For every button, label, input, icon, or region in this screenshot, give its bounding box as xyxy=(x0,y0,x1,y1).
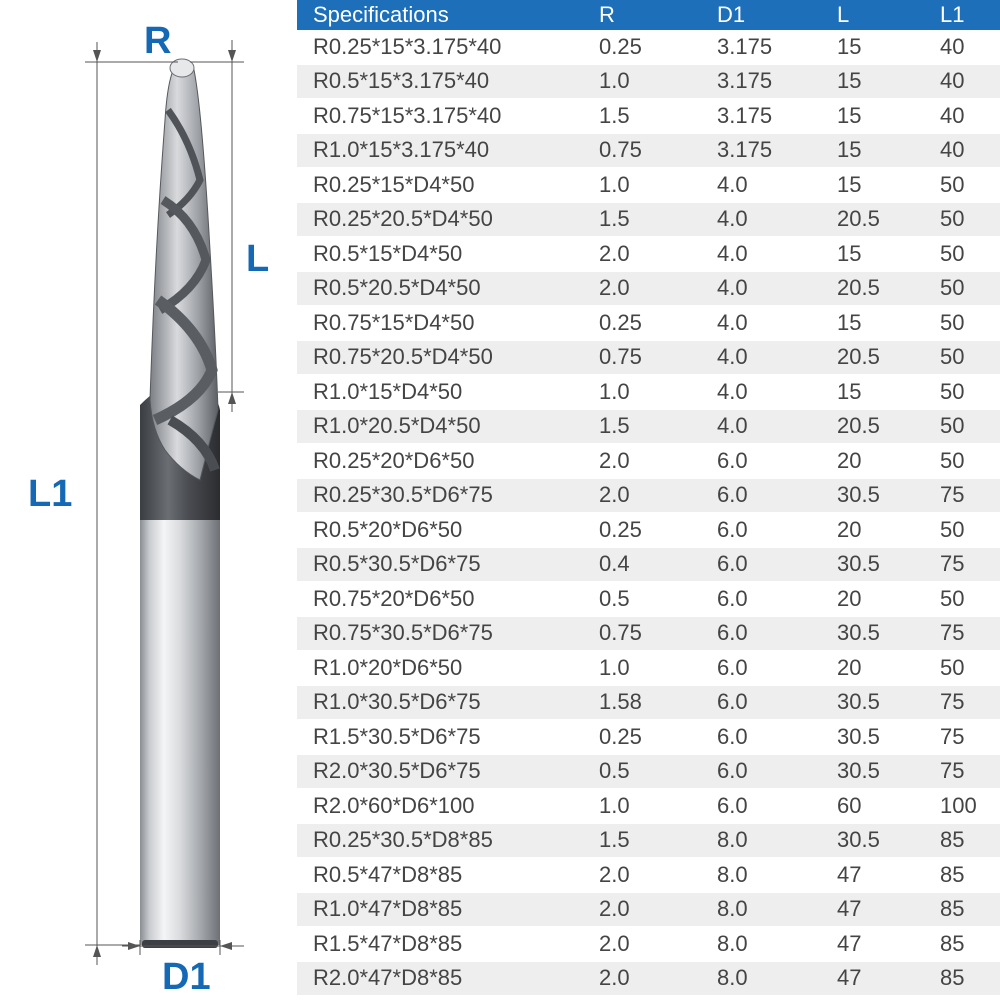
d1-cell: 8.0 xyxy=(701,927,821,962)
d1-cell: 4.0 xyxy=(701,202,821,237)
spec-cell: R1.0*47*D8*85 xyxy=(297,892,583,927)
l1-cell: 50 xyxy=(924,513,1000,548)
header-l: L xyxy=(821,0,924,30)
shank-diameter-label: D1 xyxy=(162,956,211,998)
r-cell: 1.58 xyxy=(583,685,701,720)
spec-cell: R0.5*30.5*D6*75 xyxy=(297,547,583,582)
l-cell: 20 xyxy=(821,513,924,548)
spec-cell: R0.25*20*D6*50 xyxy=(297,444,583,479)
spec-cell: R1.5*30.5*D6*75 xyxy=(297,720,583,755)
l1-cell: 75 xyxy=(924,720,1000,755)
r-cell: 0.25 xyxy=(583,513,701,548)
header-r: R xyxy=(583,0,701,30)
d1-cell: 6.0 xyxy=(701,754,821,789)
table-header-row xyxy=(297,0,1000,30)
table-row xyxy=(297,133,1000,168)
l-cell: 30.5 xyxy=(821,478,924,513)
d1-cell: 4.0 xyxy=(701,375,821,410)
l-cell: 15 xyxy=(821,133,924,168)
d1-cell: 6.0 xyxy=(701,547,821,582)
l1-cell: 50 xyxy=(924,651,1000,686)
spec-cell: R0.5*15*3.175*40 xyxy=(297,64,583,99)
l1-cell: 40 xyxy=(924,64,1000,99)
l1-cell: 40 xyxy=(924,133,1000,168)
d1-cell: 8.0 xyxy=(701,858,821,893)
d1-cell: 4.0 xyxy=(701,271,821,306)
r-cell: 0.5 xyxy=(583,754,701,789)
d1-cell: 6.0 xyxy=(701,685,821,720)
l-cell: 20.5 xyxy=(821,271,924,306)
spec-cell: R0.25*30.5*D6*75 xyxy=(297,478,583,513)
l-cell: 15 xyxy=(821,64,924,99)
table-body xyxy=(297,30,1000,996)
d1-cell: 6.0 xyxy=(701,616,821,651)
d1-cell: 3.175 xyxy=(701,99,821,134)
r-cell: 0.4 xyxy=(583,547,701,582)
spec-cell: R0.5*47*D8*85 xyxy=(297,858,583,893)
d1-cell: 4.0 xyxy=(701,237,821,272)
l1-bottom-arrow xyxy=(93,945,101,957)
table-row xyxy=(297,754,1000,789)
l1-cell: 50 xyxy=(924,409,1000,444)
l1-cell: 50 xyxy=(924,340,1000,375)
r-cell: 1.0 xyxy=(583,168,701,203)
r-cell: 2.0 xyxy=(583,892,701,927)
l-cell: 47 xyxy=(821,961,924,996)
spec-cell: R0.75*20.5*D4*50 xyxy=(297,340,583,375)
l1-cell: 75 xyxy=(924,547,1000,582)
spec-cell: R0.5*20.5*D4*50 xyxy=(297,271,583,306)
l1-cell: 100 xyxy=(924,789,1000,824)
table-row xyxy=(297,823,1000,858)
l-cell: 30.5 xyxy=(821,754,924,789)
l1-cell: 50 xyxy=(924,306,1000,341)
l-cell: 30.5 xyxy=(821,616,924,651)
d1-cell: 6.0 xyxy=(701,789,821,824)
d1-cell: 8.0 xyxy=(701,892,821,927)
d1-cell: 4.0 xyxy=(701,306,821,341)
d1-cell: 4.0 xyxy=(701,409,821,444)
r-cell: 0.25 xyxy=(583,306,701,341)
r-cell: 1.0 xyxy=(583,789,701,824)
flute-length-label: L xyxy=(246,238,270,280)
l-top-arrow xyxy=(228,50,236,62)
spec-cell: R0.25*15*D4*50 xyxy=(297,168,583,203)
l1-cell: 85 xyxy=(924,858,1000,893)
l-cell: 30.5 xyxy=(821,720,924,755)
table-row xyxy=(297,340,1000,375)
spec-cell: R0.75*20*D6*50 xyxy=(297,582,583,617)
spec-cell: R1.0*15*D4*50 xyxy=(297,375,583,410)
specifications-table xyxy=(297,0,1000,996)
spec-cell: R2.0*60*D6*100 xyxy=(297,789,583,824)
table-row xyxy=(297,375,1000,410)
l-cell: 47 xyxy=(821,892,924,927)
d1-cell: 6.0 xyxy=(701,444,821,479)
spec-cell: R0.5*20*D6*50 xyxy=(297,513,583,548)
d1-cell: 4.0 xyxy=(701,168,821,203)
table-row xyxy=(297,202,1000,237)
l1-cell: 50 xyxy=(924,582,1000,617)
spec-cell: R1.0*20.5*D4*50 xyxy=(297,409,583,444)
r-cell: 1.5 xyxy=(583,202,701,237)
r-cell: 2.0 xyxy=(583,961,701,996)
table-row xyxy=(297,237,1000,272)
l1-cell: 50 xyxy=(924,444,1000,479)
l1-cell: 50 xyxy=(924,375,1000,410)
spec-cell: R1.0*20*D6*50 xyxy=(297,651,583,686)
l-cell: 30.5 xyxy=(821,547,924,582)
table-row xyxy=(297,720,1000,755)
spec-cell: R0.75*15*D4*50 xyxy=(297,306,583,341)
r-cell: 1.5 xyxy=(583,823,701,858)
r-cell: 2.0 xyxy=(583,858,701,893)
table-row xyxy=(297,271,1000,306)
d1-cell: 6.0 xyxy=(701,478,821,513)
r-cell: 0.75 xyxy=(583,340,701,375)
r-cell: 0.75 xyxy=(583,133,701,168)
l1-cell: 75 xyxy=(924,478,1000,513)
r-cell: 1.0 xyxy=(583,375,701,410)
r-cell: 1.5 xyxy=(583,99,701,134)
overall-length-label: L1 xyxy=(28,473,73,515)
table-row xyxy=(297,30,1000,64)
l-cell: 20 xyxy=(821,582,924,617)
d1-cell: 8.0 xyxy=(701,961,821,996)
spec-cell: R0.75*30.5*D6*75 xyxy=(297,616,583,651)
table-row xyxy=(297,685,1000,720)
r-cell: 0.25 xyxy=(583,30,701,64)
l-cell: 15 xyxy=(821,168,924,203)
d1-cell: 6.0 xyxy=(701,582,821,617)
spec-cell: R0.75*15*3.175*40 xyxy=(297,99,583,134)
table-row xyxy=(297,444,1000,479)
spec-cell: R0.25*30.5*D8*85 xyxy=(297,823,583,858)
l1-cell: 50 xyxy=(924,271,1000,306)
table-row xyxy=(297,306,1000,341)
spec-cell: R1.5*47*D8*85 xyxy=(297,927,583,962)
tool-shank xyxy=(140,520,220,945)
end-mill-diagram xyxy=(0,0,300,1000)
l-cell: 15 xyxy=(821,99,924,134)
spec-cell: R0.5*15*D4*50 xyxy=(297,237,583,272)
header-l1: L1 xyxy=(924,0,1000,30)
table-row xyxy=(297,789,1000,824)
r-cell: 1.0 xyxy=(583,651,701,686)
r-cell: 0.5 xyxy=(583,582,701,617)
r-cell: 2.0 xyxy=(583,444,701,479)
r-cell: 2.0 xyxy=(583,478,701,513)
l-cell: 20.5 xyxy=(821,340,924,375)
l-cell: 20 xyxy=(821,444,924,479)
l-cell: 15 xyxy=(821,30,924,64)
spec-cell: R1.0*15*3.175*40 xyxy=(297,133,583,168)
shank-bottom-chamfer xyxy=(142,940,218,948)
l1-cell: 50 xyxy=(924,237,1000,272)
l-cell: 30.5 xyxy=(821,823,924,858)
d1-cell: 4.0 xyxy=(701,340,821,375)
l1-cell: 75 xyxy=(924,616,1000,651)
r-cell: 2.0 xyxy=(583,271,701,306)
l-cell: 20 xyxy=(821,651,924,686)
r-cell: 0.75 xyxy=(583,616,701,651)
r-cell: 2.0 xyxy=(583,237,701,272)
table-row xyxy=(297,651,1000,686)
l1-top-arrow xyxy=(93,50,101,62)
table-row xyxy=(297,961,1000,996)
d1-cell: 6.0 xyxy=(701,513,821,548)
l-cell: 60 xyxy=(821,789,924,824)
l1-cell: 85 xyxy=(924,823,1000,858)
r-cell: 1.0 xyxy=(583,64,701,99)
table-row xyxy=(297,168,1000,203)
d1-cell: 3.175 xyxy=(701,64,821,99)
spec-cell: R0.25*15*3.175*40 xyxy=(297,30,583,64)
table-row xyxy=(297,547,1000,582)
table-row xyxy=(297,582,1000,617)
d1-left-arrow xyxy=(128,942,140,950)
l-cell: 20.5 xyxy=(821,409,924,444)
d1-cell: 6.0 xyxy=(701,651,821,686)
l1-cell: 75 xyxy=(924,754,1000,789)
l1-cell: 40 xyxy=(924,99,1000,134)
d1-cell: 3.175 xyxy=(701,133,821,168)
table-row xyxy=(297,409,1000,444)
r-cell: 1.5 xyxy=(583,409,701,444)
l1-cell: 85 xyxy=(924,961,1000,996)
l-cell: 15 xyxy=(821,306,924,341)
table-row xyxy=(297,478,1000,513)
l1-cell: 40 xyxy=(924,30,1000,64)
l1-cell: 50 xyxy=(924,168,1000,203)
spec-cell: R2.0*47*D8*85 xyxy=(297,961,583,996)
d1-cell: 6.0 xyxy=(701,720,821,755)
l1-cell: 85 xyxy=(924,892,1000,927)
table-row xyxy=(297,64,1000,99)
spec-cell: R0.25*20.5*D4*50 xyxy=(297,202,583,237)
r-cell: 2.0 xyxy=(583,927,701,962)
d1-cell: 8.0 xyxy=(701,823,821,858)
l-cell: 20.5 xyxy=(821,202,924,237)
d1-cell: 3.175 xyxy=(701,30,821,64)
l1-cell: 85 xyxy=(924,927,1000,962)
l-cell: 30.5 xyxy=(821,685,924,720)
radius-label: R xyxy=(144,20,172,62)
r-cell: 0.25 xyxy=(583,720,701,755)
table-row xyxy=(297,927,1000,962)
table-row xyxy=(297,616,1000,651)
spec-cell: R2.0*30.5*D6*75 xyxy=(297,754,583,789)
l1-cell: 75 xyxy=(924,685,1000,720)
table-row xyxy=(297,858,1000,893)
table-row xyxy=(297,99,1000,134)
header-d1: D1 xyxy=(701,0,821,30)
l-bottom-arrow xyxy=(228,392,236,404)
l-cell: 47 xyxy=(821,858,924,893)
spec-cell: R1.0*30.5*D6*75 xyxy=(297,685,583,720)
header-specifications: Specifications xyxy=(297,0,583,30)
d1-right-arrow xyxy=(220,942,232,950)
l-cell: 15 xyxy=(821,237,924,272)
l1-cell: 50 xyxy=(924,202,1000,237)
table-row xyxy=(297,892,1000,927)
table-row xyxy=(297,513,1000,548)
l-cell: 47 xyxy=(821,927,924,962)
l-cell: 15 xyxy=(821,375,924,410)
